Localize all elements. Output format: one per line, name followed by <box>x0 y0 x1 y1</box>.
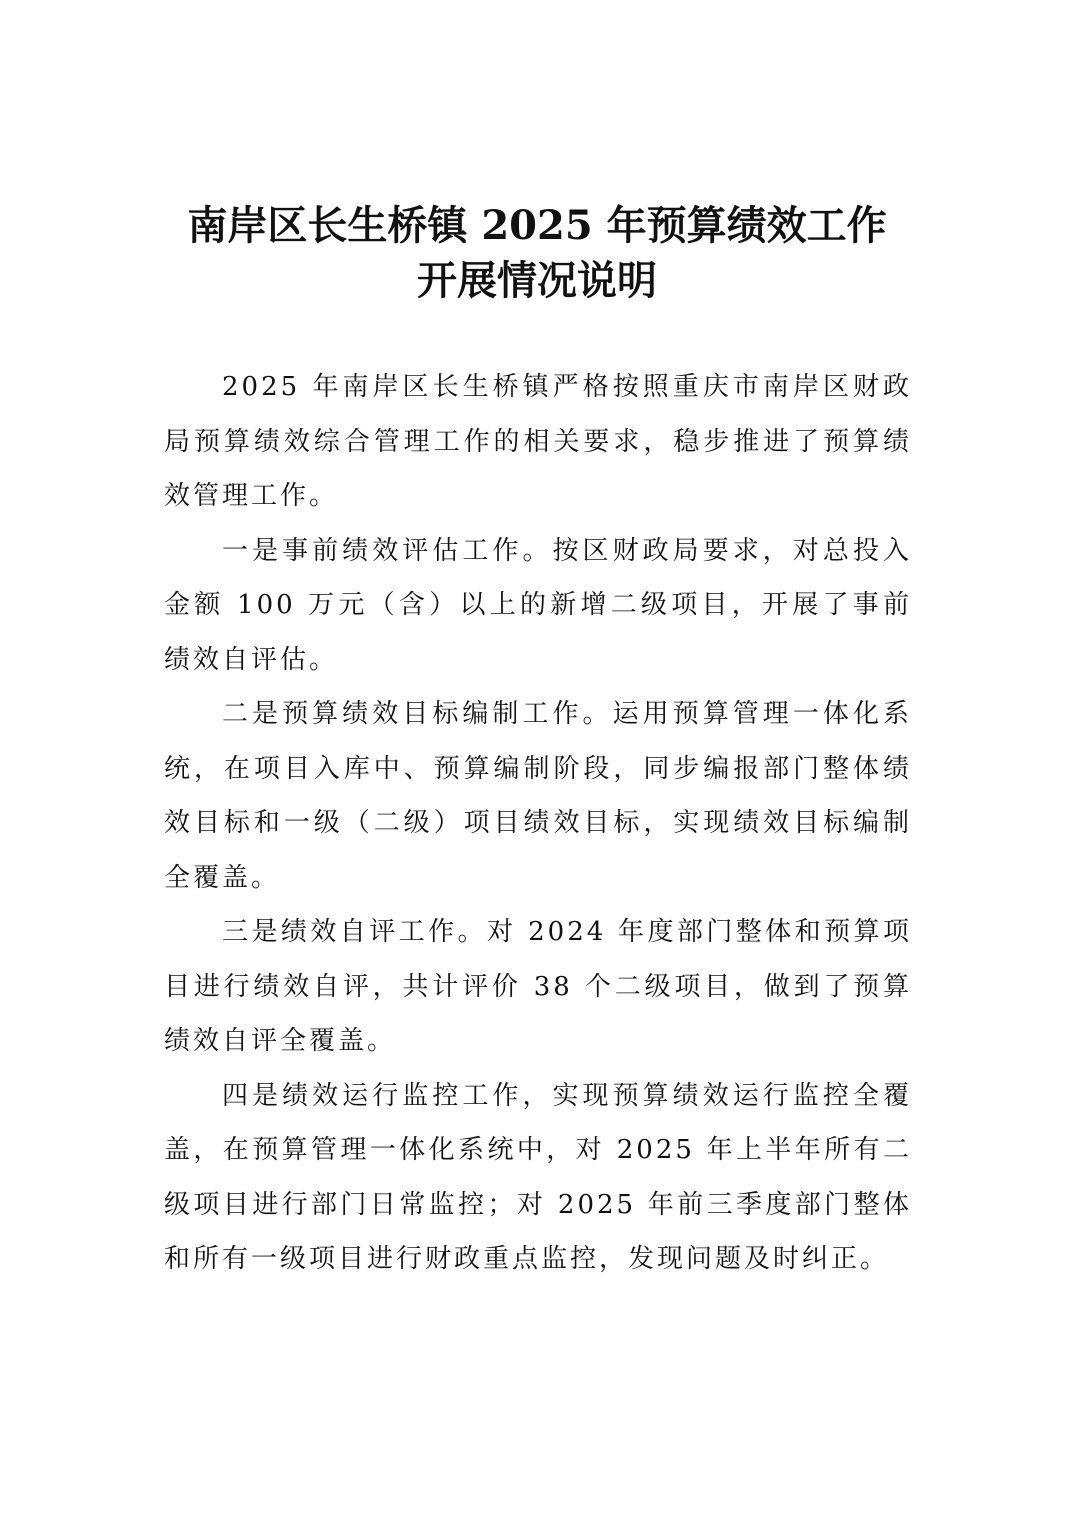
paragraph-self-evaluation: 三是绩效自评工作。对 2024 年度部门整体和预算项目进行绩效自评，共计评价 38 个二级项目，做到了预算绩效自评全覆盖。 <box>164 917 912 1056</box>
paragraph-monitoring: 四是绩效运行监控工作，实现预算绩效运行监控全覆盖，在预算管理一体化系统中，对 2025 年上半年所有二级项目进行部门日常监控；对 2025 年前三季度部门整体和所有一级项目进行财政重点监控，发现问题及时纠正。 <box>164 1080 912 1274</box>
paragraph-intro: 2025 年南岸区长生桥镇严格按照重庆市南岸区财政局预算绩效综合管理工作的相关要求，稳步推进了预算绩效管理工作。 <box>164 372 912 511</box>
document-body <box>164 360 912 1287</box>
paragraph-target-setting: 二是预算绩效目标编制工作。运用预算管理一体化系统，在项目入库中、预算编制阶段，同步编报部门整体绩效目标和一级（二级）项目绩效目标，实现绩效目标编制全覆盖。 <box>164 699 912 893</box>
title-line-2: 开展情况说明 <box>417 257 657 304</box>
document-title <box>150 198 924 308</box>
paragraph-pre-assessment: 一是事前绩效评估工作。按区财政局要求，对总投入金额 100 万元（含）以上的新增二级项目，开展了事前绩效自评估。 <box>164 535 912 675</box>
title-line-1: 南岸区长生桥镇 2025 年预算绩效工作 <box>187 202 887 249</box>
